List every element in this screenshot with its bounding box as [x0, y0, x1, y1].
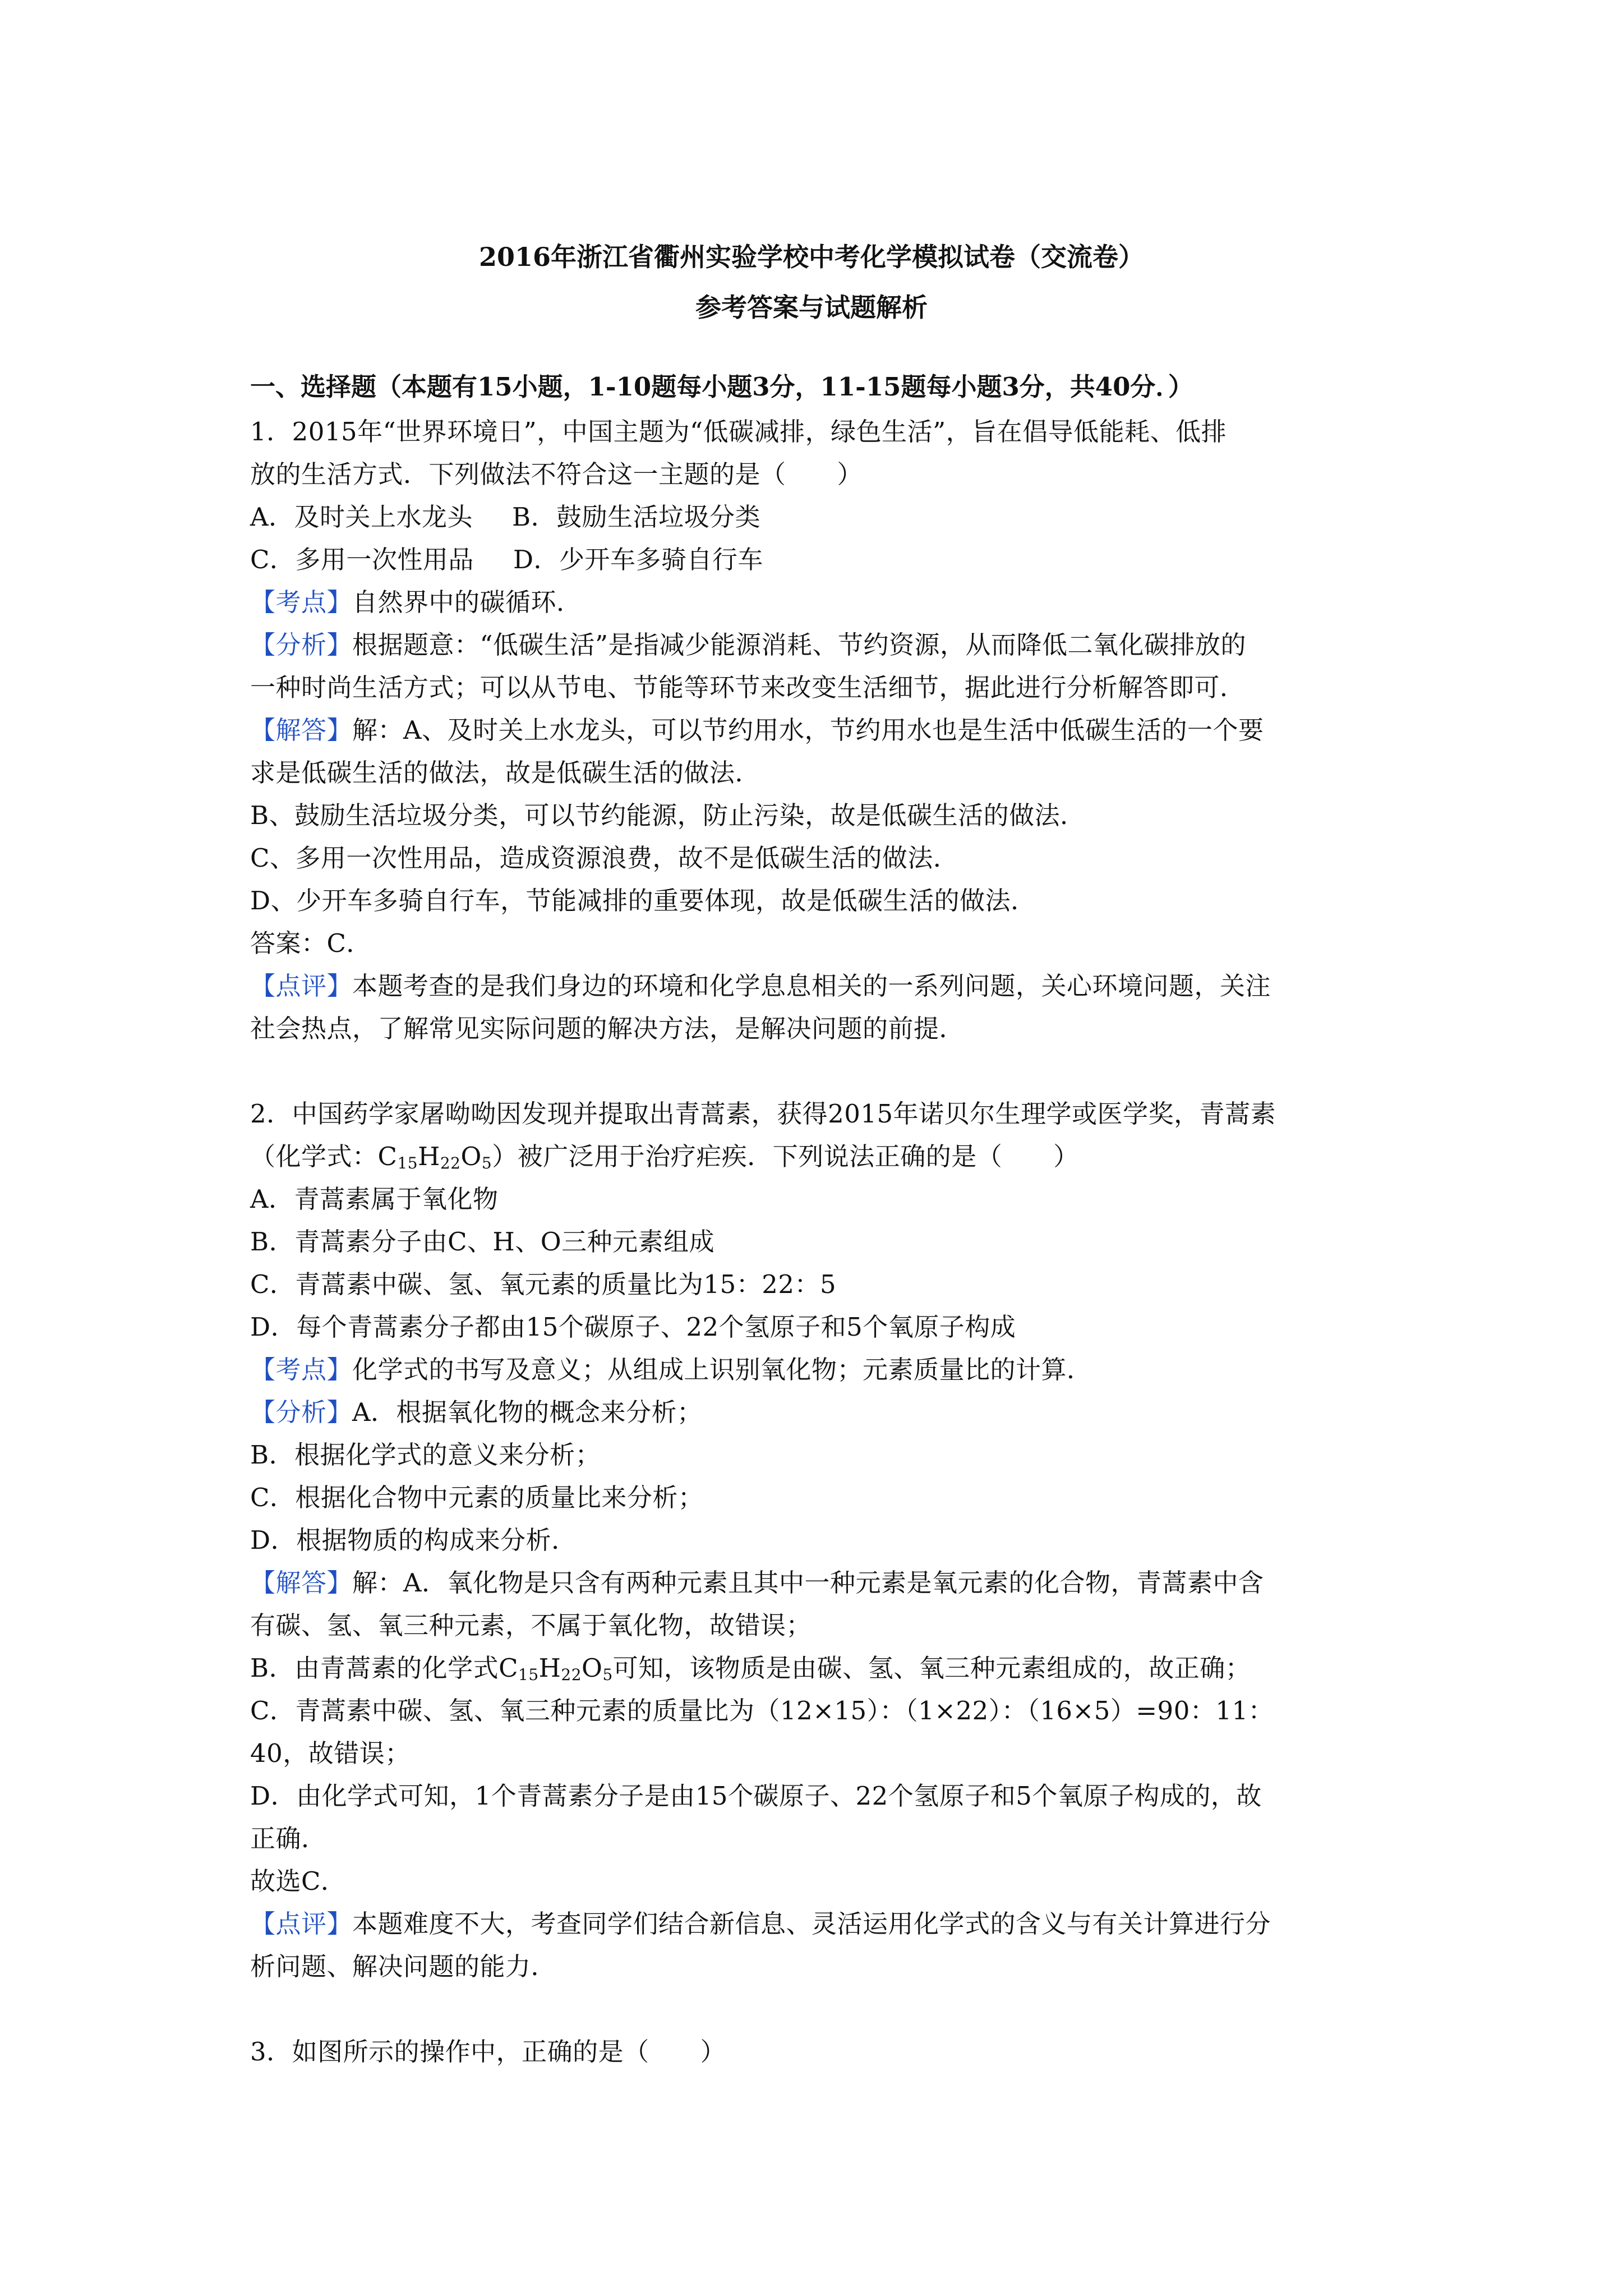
- q2-stem-suffix: ）被广泛用于治疗疟疾．下列说法正确的是（ ）: [492, 1142, 1079, 1171]
- formula-o: O: [460, 1142, 482, 1171]
- q2-fenxi: [250, 1396, 703, 1429]
- q2-jieda-line-7: 正确．: [250, 1824, 327, 1853]
- formula-sub-5: 5: [602, 1665, 613, 1684]
- jieda-tag: 【解答】: [250, 715, 353, 745]
- formula-h: H: [418, 1142, 440, 1171]
- q1-dianping-text-1: 本题考查的是我们身边的环境和化学息息相关的一系列问题，关心环境问题，关注: [352, 971, 1271, 1001]
- section-heading: 一、选择题（本题有15小题，1-10题每小题3分，11-15题每小题3分，共40分．）: [250, 372, 1193, 402]
- q2-kaodian-text: 化学式的书写及意义；从组成上识别氧化物；元素质量比的计算．: [352, 1355, 1092, 1384]
- q1-jieda-line-5: D、少开车多骑自行车，节能减排的重要体现，故是低碳生活的做法．: [250, 886, 1036, 915]
- q2-jieda-line-4: C．青蒿素中碳、氢、氧三种元素的质量比为（12×15）：（1×22）：（16×5）=90：11：: [250, 1696, 1274, 1726]
- q2-jieda-3-prefix: B．由青蒿素的化学式C: [250, 1653, 519, 1683]
- formula-sub-5: 5: [481, 1154, 492, 1172]
- q2-option-b: B．青蒿素分子由C、H、O三种元素组成: [250, 1227, 715, 1257]
- q2-jieda-line-3: [250, 1651, 1251, 1685]
- q1-dianping: [250, 969, 1271, 1003]
- q1-jieda-line-3: B、鼓励生活垃圾分类，可以节约能源，防止污染，故是低碳生活的做法．: [250, 800, 1086, 830]
- q1-answer: 答案：C．: [250, 928, 372, 958]
- q2-jieda: [250, 1566, 1264, 1600]
- q1-jieda-line-4: C、多用一次性用品，造成资源浪费，故不是低碳生活的做法．: [250, 843, 959, 873]
- formula-o: O: [582, 1653, 603, 1683]
- q2-fenxi-line-3: C．根据化合物中元素的质量比来分析；: [250, 1483, 704, 1512]
- q2-answer: 故选C．: [250, 1866, 347, 1896]
- q1-kaodian: [250, 586, 582, 619]
- q1-jieda-line-2: 求是低碳生活的做法，故是低碳生活的做法．: [250, 758, 761, 788]
- formula-sub-15: 15: [397, 1154, 418, 1172]
- q1-stem-line-1: 1．2015年“世界环境日”，中国主题为“低碳减排，绿色生活”，旨在倡导低能耗、低排: [250, 417, 1227, 447]
- q2-dianping-line-2: 析问题、解决问题的能力．: [250, 1952, 557, 1981]
- q1-option-a: A．及时关上水龙头: [250, 502, 473, 532]
- dianping-tag: 【点评】: [250, 971, 353, 1001]
- q1-kaodian-text: 自然界中的碳循环．: [352, 587, 582, 617]
- q2-stem-line-1: 2．中国药学家屠呦呦因发现并提取出青蒿素，获得2015年诺贝尔生理学或医学奖，青蒿素: [250, 1099, 1276, 1129]
- q2-jieda-line-2: 有碳、氢、氧三种元素，不属于氧化物，故错误；: [250, 1611, 812, 1640]
- q1-option-d: D．少开车多骑自行车: [513, 545, 764, 574]
- q2-jieda-line-6: D．由化学式可知，1个青蒿素分子是由15个碳原子、22个氢原子和5个氧原子构成的，故: [250, 1781, 1262, 1811]
- page-title: 2016年浙江省衢州实验学校中考化学模拟试卷（交流卷）: [478, 242, 1145, 272]
- q2-option-d: D．每个青蒿素分子都由15个碳原子、22个氢原子和5个氧原子构成: [250, 1312, 1016, 1342]
- formula-h: H: [538, 1653, 561, 1683]
- q2-stem-formula-prefix: （化学式：C: [250, 1142, 398, 1171]
- kaodian-tag: 【考点】: [250, 1355, 353, 1384]
- q1-option-c: C．多用一次性用品: [250, 545, 474, 574]
- formula-sub-22: 22: [440, 1154, 461, 1172]
- jieda-tag: 【解答】: [250, 1568, 353, 1598]
- q2-dianping: [250, 1907, 1271, 1941]
- q1-stem-line-2: 放的生活方式．下列做法不符合这一主题的是（ ）: [250, 459, 863, 489]
- q1-dianping-line-2: 社会热点，了解常见实际问题的解决方法，是解决问题的前提．: [250, 1014, 965, 1043]
- q2-fenxi-line-2: B．根据化学式的意义来分析；: [250, 1440, 601, 1470]
- formula-sub-15: 15: [518, 1665, 539, 1684]
- fenxi-tag: 【分析】: [250, 1397, 353, 1427]
- q1-jieda-text-1: 解：A、及时关上水龙头，可以节约用水，节约用水也是生活中低碳生活的一个要: [352, 715, 1264, 745]
- kaodian-tag: 【考点】: [250, 587, 353, 617]
- q2-jieda-line-5: 40，故错误；: [250, 1738, 411, 1768]
- q3-stem-line-1: 3．如图所示的操作中，正确的是（ ）: [250, 2037, 726, 2067]
- q1-option-b: B．鼓励生活垃圾分类: [512, 502, 761, 532]
- q2-stem-line-2: [250, 1140, 1079, 1174]
- q2-fenxi-text-1: A．根据氧化物的概念来分析；: [352, 1397, 703, 1427]
- q2-fenxi-line-4: D．根据物质的构成来分析．: [250, 1525, 577, 1555]
- q2-dianping-text-1: 本题难度不大，考查同学们结合新信息、灵活运用化学式的含义与有关计算进行分: [352, 1909, 1271, 1939]
- q1-fenxi: [250, 628, 1246, 662]
- q2-option-c: C．青蒿素中碳、氢、氧元素的质量比为15：22：5: [250, 1269, 837, 1299]
- q1-fenxi-text-1: 根据题意：“低碳生活”是指减少能源消耗、节约资源，从而降低二氧化碳排放的: [352, 630, 1247, 660]
- q2-jieda-text-1: 解：A．氧化物是只含有两种元素且其中一种元素是氧元素的化合物，青蒿素中含: [352, 1568, 1264, 1598]
- q2-option-a: A．青蒿素属于氧化物: [250, 1184, 499, 1214]
- q1-jieda: [250, 714, 1264, 747]
- q2-kaodian: [250, 1353, 1092, 1387]
- q2-jieda-3-suffix: 可知，该物质是由碳、氢、氧三种元素组成的，故正确；: [612, 1653, 1251, 1683]
- q1-options-ab: [250, 500, 760, 534]
- q1-options-cd: [250, 543, 763, 577]
- formula-sub-22: 22: [561, 1665, 582, 1684]
- dianping-tag: 【点评】: [250, 1909, 353, 1939]
- page-subtitle: 参考答案与试题解析: [695, 292, 928, 323]
- fenxi-tag: 【分析】: [250, 630, 353, 660]
- q1-fenxi-line-2: 一种时尚生活方式；可以从节电、节能等环节来改变生活细节，据此进行分析解答即可．: [250, 673, 1246, 702]
